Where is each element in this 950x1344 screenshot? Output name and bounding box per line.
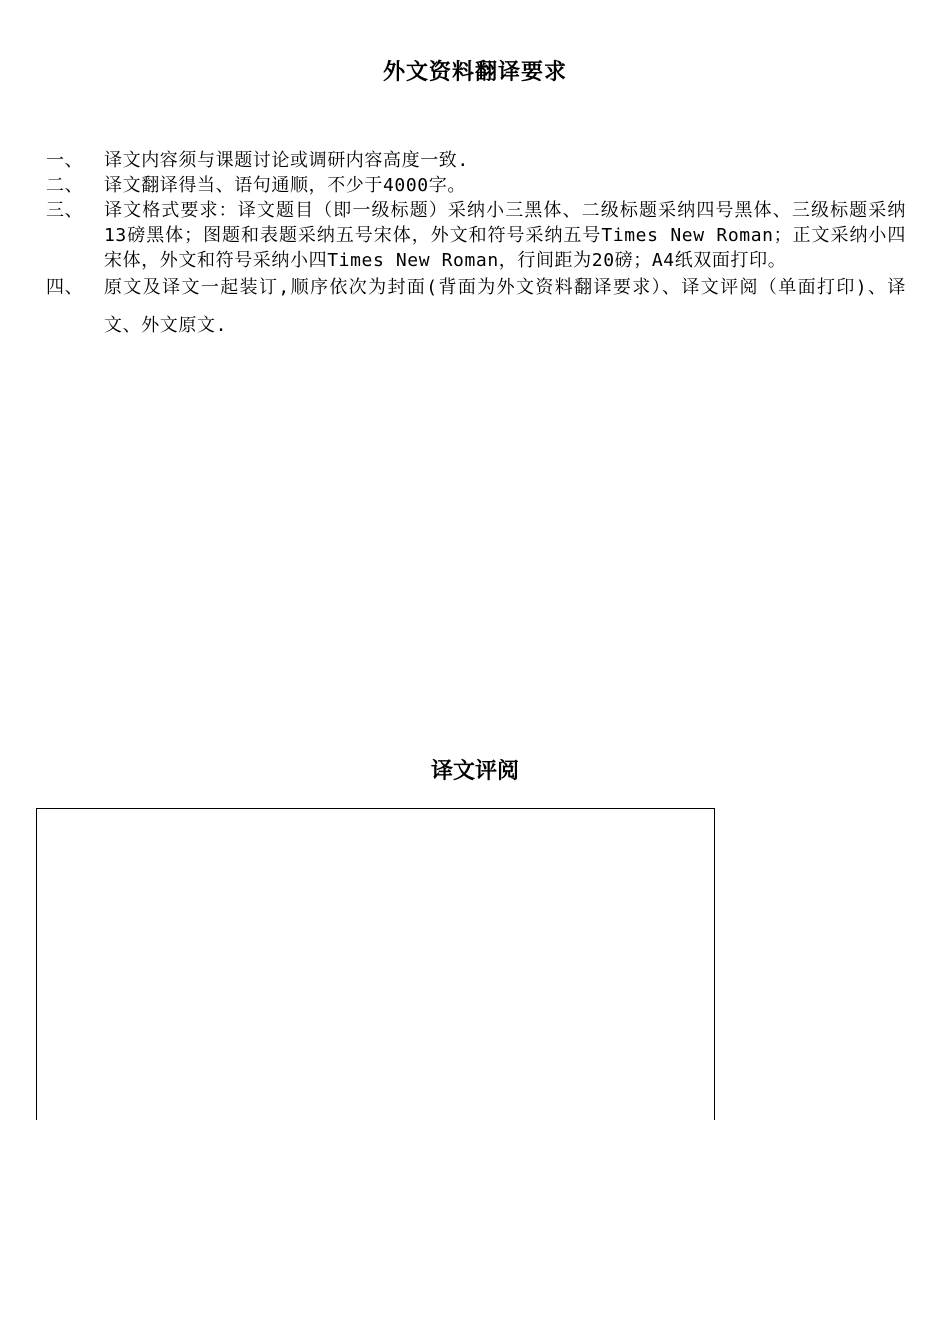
requirement-number: 一、 bbox=[46, 150, 84, 171]
review-comment-box bbox=[36, 808, 715, 1120]
requirements-list bbox=[46, 148, 906, 345]
requirement-number: 二、 bbox=[46, 175, 84, 196]
review-section-title: 译文评阅 bbox=[430, 759, 519, 784]
requirement-item-2 bbox=[46, 173, 906, 198]
requirement-number: 三、 bbox=[46, 200, 84, 221]
requirement-text: 译文格式要求：译文题目（即一级标题）采纳小三黑体、二级标题采纳四号黑体、三级标题采纳13磅黑体；图题和表题采纳五号宋体，外文和符号采纳五号Times New Roman；正文采纳小四宋体，外文和符号采纳小四Times New Roman，行间距为20磅；A4纸双面打印。 bbox=[104, 200, 906, 271]
document-title: 外文资料翻译要求 bbox=[382, 60, 567, 85]
requirement-item-1 bbox=[46, 148, 906, 173]
requirement-text: 译文翻译得当、语句通顺，不少于4000字。 bbox=[104, 175, 466, 196]
requirement-text: 译文内容须与课题讨论或调研内容高度一致. bbox=[104, 150, 469, 171]
requirement-item-3 bbox=[46, 198, 906, 273]
requirement-item-4 bbox=[46, 269, 906, 345]
requirement-number: 四、 bbox=[46, 277, 84, 298]
requirement-text: 原文及译文一起装订,顺序依次为封面(背面为外文资料翻译要求）、译文评阅（单面打印)、译文、外文原文. bbox=[104, 277, 906, 336]
